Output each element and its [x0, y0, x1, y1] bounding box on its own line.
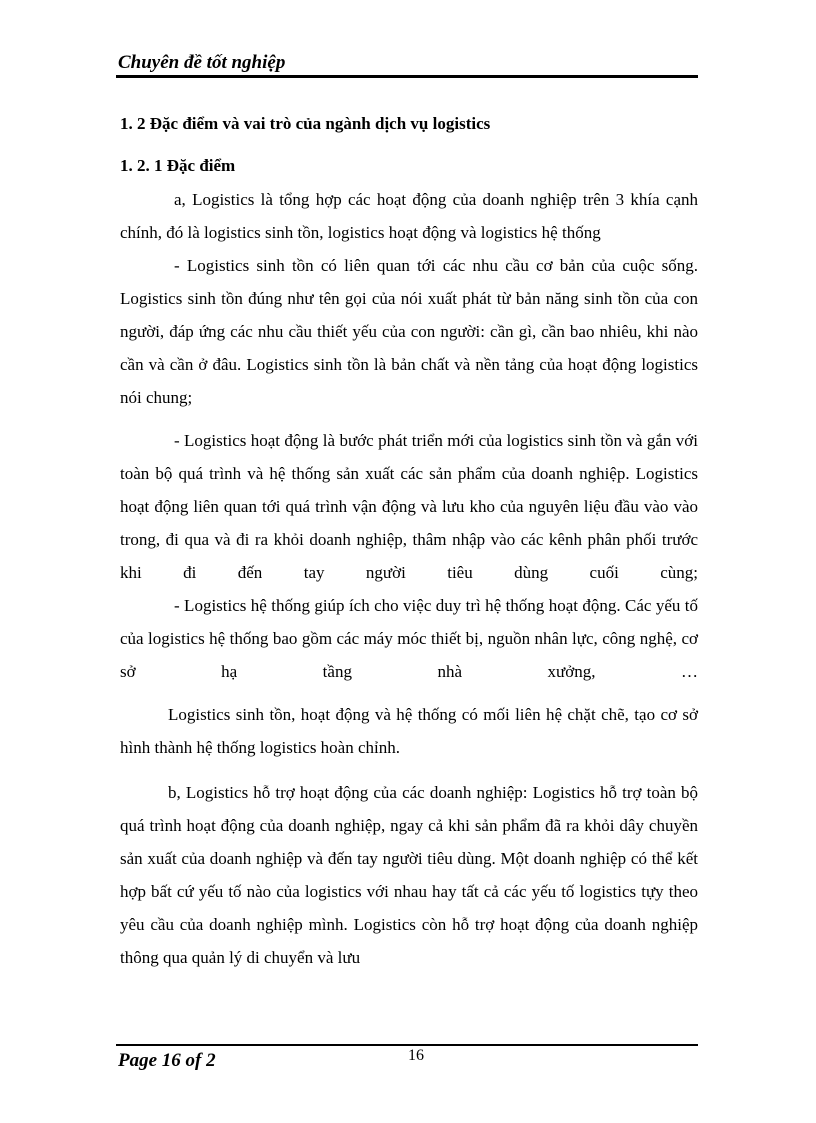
footer-page-number: 16	[408, 1047, 424, 1064]
paragraph-system-logistics: - Logistics hệ thống giúp ích cho việc duy trì hệ thống hoạt động. Các yếu tố của logistics hệ thống bao gồm các máy móc thiết bị, nguồn nhân lực, công nghệ, cơ sở hạ tầng nhà xưởng, …	[120, 596, 698, 681]
paragraph-summary: Logistics sinh tồn, hoạt động và hệ thống có mối liên hệ chặt chẽ, tạo cơ sở hình thành hệ thống logistics hoàn chỉnh.	[120, 705, 698, 757]
section-heading: 1. 2 Đặc điểm và vai trò của ngành dịch vụ logistics	[120, 114, 491, 133]
paragraph-a: a, Logistics là tổng hợp các hoạt động của doanh nghiệp trên 3 khía cạnh chính, đó là logistics sinh tồn, logistics hoạt động và logistics hệ thống	[120, 190, 698, 242]
subsection-heading: 1. 2. 1 Đặc điểm	[120, 156, 236, 175]
paragraph-survival-logistics: - Logistics sinh tồn có liên quan tới các nhu cầu cơ bản của cuộc sống. Logistics sinh tồn đúng như tên gọi của nói xuất phát từ bản năng sinh tồn của con người, đáp ứng các nhu cầu thiết yếu của con người: cần gì, cần bao nhiêu, khi nào cần và cần ở đâu. Logistics sinh tồn là bản chất và nền tảng của hoạt động logistics nói chung;	[120, 256, 698, 407]
footer-page-label: Page 16 of 2	[118, 1050, 216, 1071]
header-divider	[116, 75, 698, 78]
document-body	[120, 108, 698, 974]
footer-divider	[116, 1044, 698, 1046]
paragraph-b: b, Logistics hỗ trợ hoạt động của các doanh nghiệp: Logistics hỗ trợ toàn bộ quá trình hoạt động của doanh nghiệp, ngay cả khi sản phẩm đã ra khỏi dây chuyền sản xuất của doanh nghiệp và đến tay người tiêu dùng. Một doanh nghiệp có thể kết hợp bất cứ yếu tố nào của logistics với nhau hay tất cả các yếu tố logistics tựy theo yêu cầu của doanh nghiệp mình. Logistics còn hỗ trợ hoạt động của doanh nghiệp thông qua quản lý di chuyển và lưu	[120, 783, 698, 967]
paragraph-activity-logistics: - Logistics hoạt động là bước phát triển mới của logistics sinh tồn và gắn với toàn bộ quá trình và hệ thống sản xuất các sản phẩm của doanh nghiệp. Logistics hoạt động liên quan tới quá trình vận động và lưu kho của nguyên liệu đầu vào vào trong, đi qua và đi ra khỏi doanh nghiệp, thâm nhập vào các kênh phân phối trước khi đi đến tay người tiêu dùng cuối cùng;	[120, 431, 698, 582]
header-title: Chuyên đề tốt nghiệp	[118, 52, 286, 73]
